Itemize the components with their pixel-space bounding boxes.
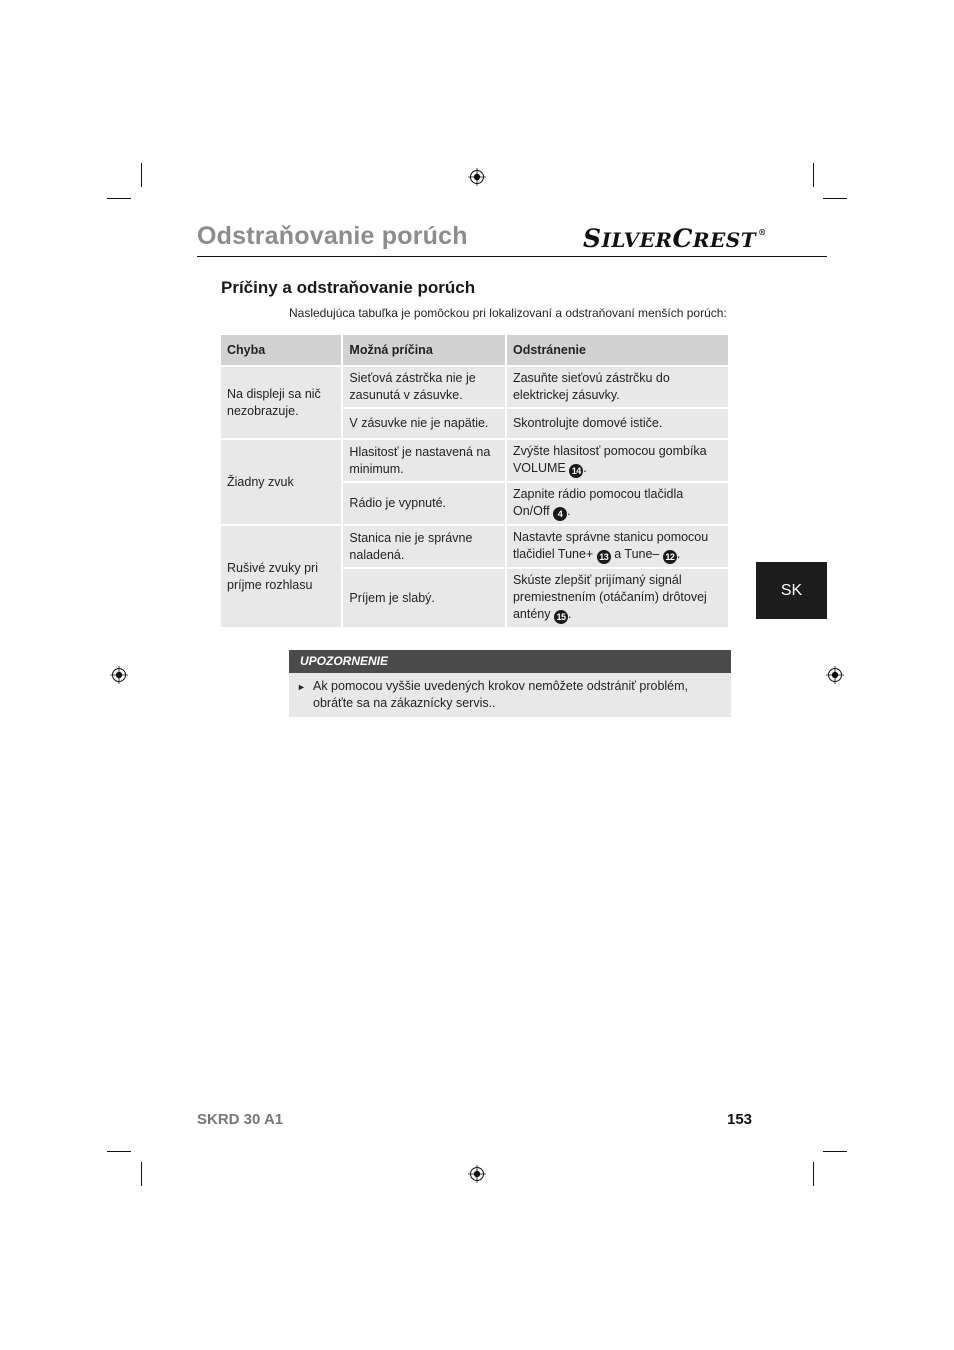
error-cell: Na displeji sa nič nezobrazuje. <box>221 367 341 438</box>
note-text: Ak pomocou vyššie uvedených krokov nemôžete odstrániť problém, obráťte sa na zákaznícky servis.. <box>313 679 689 710</box>
error-cell: Žiadny zvuk <box>221 440 341 524</box>
crop-mark <box>823 198 847 199</box>
registration-mark-icon <box>468 1165 486 1183</box>
fix-end: . <box>567 504 571 518</box>
part-number-badge: 13 <box>597 550 611 564</box>
troubleshooting-table <box>219 333 730 629</box>
page-title: Odstraňovanie porúch <box>197 222 468 250</box>
table-row <box>221 440 728 481</box>
fix-end: . <box>567 607 572 621</box>
registration-mark-icon <box>468 168 486 186</box>
fix-cell <box>507 569 728 627</box>
part-number-badge: 12 <box>663 550 677 564</box>
fix-cell: Skontrolujte domové ističe. <box>507 409 728 438</box>
note-heading: UPOZORNENIE <box>289 650 731 673</box>
crop-mark <box>141 1162 142 1186</box>
crop-mark <box>823 1151 847 1152</box>
crop-mark <box>813 1162 814 1186</box>
crop-mark <box>141 163 142 187</box>
registration-mark-icon <box>110 666 128 684</box>
fix-cell <box>507 526 728 567</box>
cause-cell: Sieťová zástrčka nie je zasunutá v zásuvke. <box>343 367 505 407</box>
note-body <box>289 673 731 717</box>
crop-mark <box>107 1151 131 1152</box>
table-row <box>221 367 728 407</box>
registration-mark-icon <box>826 666 844 684</box>
table-row <box>221 526 728 567</box>
crop-mark <box>813 163 814 187</box>
model-number: SKRD 30 A1 <box>197 1111 284 1128</box>
brand-logo <box>583 224 767 253</box>
fix-text: Skúste zlepšiť prijímaný signál premiestnením (otáčaním) drôtovej antény <box>512 573 707 621</box>
fix-end: . <box>583 461 587 475</box>
brand-word: REST <box>692 228 757 252</box>
cause-cell: Hlasitosť je nastavená na minimum. <box>343 440 505 481</box>
column-header: Odstránenie <box>507 335 728 365</box>
fix-cell <box>507 440 728 481</box>
part-number-badge: 4 <box>553 507 567 521</box>
cause-cell: Príjem je slabý. <box>343 569 505 627</box>
fix-cell <box>507 483 728 524</box>
header-divider <box>197 256 827 257</box>
fix-text: Zapnite rádio pomocou tlačidla On/Off <box>512 487 684 518</box>
page-number: 153 <box>727 1111 753 1128</box>
brand-word: ILVER <box>601 228 673 252</box>
intro-text: Nasledujúca tabuľka je pomôckou pri lokalizovaní a odstraňovaní menších porúch: <box>289 306 727 320</box>
bullet-arrow-icon: ► <box>297 682 306 692</box>
fix-text: Zvýšte hlasitosť pomocou gombíka VOLUME <box>512 444 707 475</box>
fix-text: Nastavte správne stanicu pomocou tlačidiel Tune+ <box>512 530 709 561</box>
fix-end: . <box>676 547 681 561</box>
part-number-badge: 15 <box>554 610 568 624</box>
column-header: Možná príčina <box>343 335 505 365</box>
section-title: Príčiny a odstraňovanie porúch <box>221 278 476 297</box>
crop-mark <box>107 198 131 199</box>
registered-mark: ® <box>758 227 767 237</box>
fix-mid: a Tune– <box>614 547 660 561</box>
table-header-row <box>221 335 728 365</box>
fix-cell: Zasuňte sieťovú zástrčku do elektrickej zásuvky. <box>507 367 728 407</box>
language-tab: SK <box>756 562 827 619</box>
cause-cell: Rádio je vypnuté. <box>343 483 505 524</box>
note-box <box>289 650 731 717</box>
brand-letter: C <box>672 224 693 253</box>
part-number-badge: 14 <box>569 464 583 478</box>
column-header: Chyba <box>221 335 341 365</box>
error-cell: Rušivé zvuky pri príjme rozhlasu <box>221 526 341 627</box>
cause-cell: Stanica nie je správne naladená. <box>343 526 505 567</box>
cause-cell: V zásuvke nie je napätie. <box>343 409 505 438</box>
brand-letter: S <box>583 224 602 253</box>
